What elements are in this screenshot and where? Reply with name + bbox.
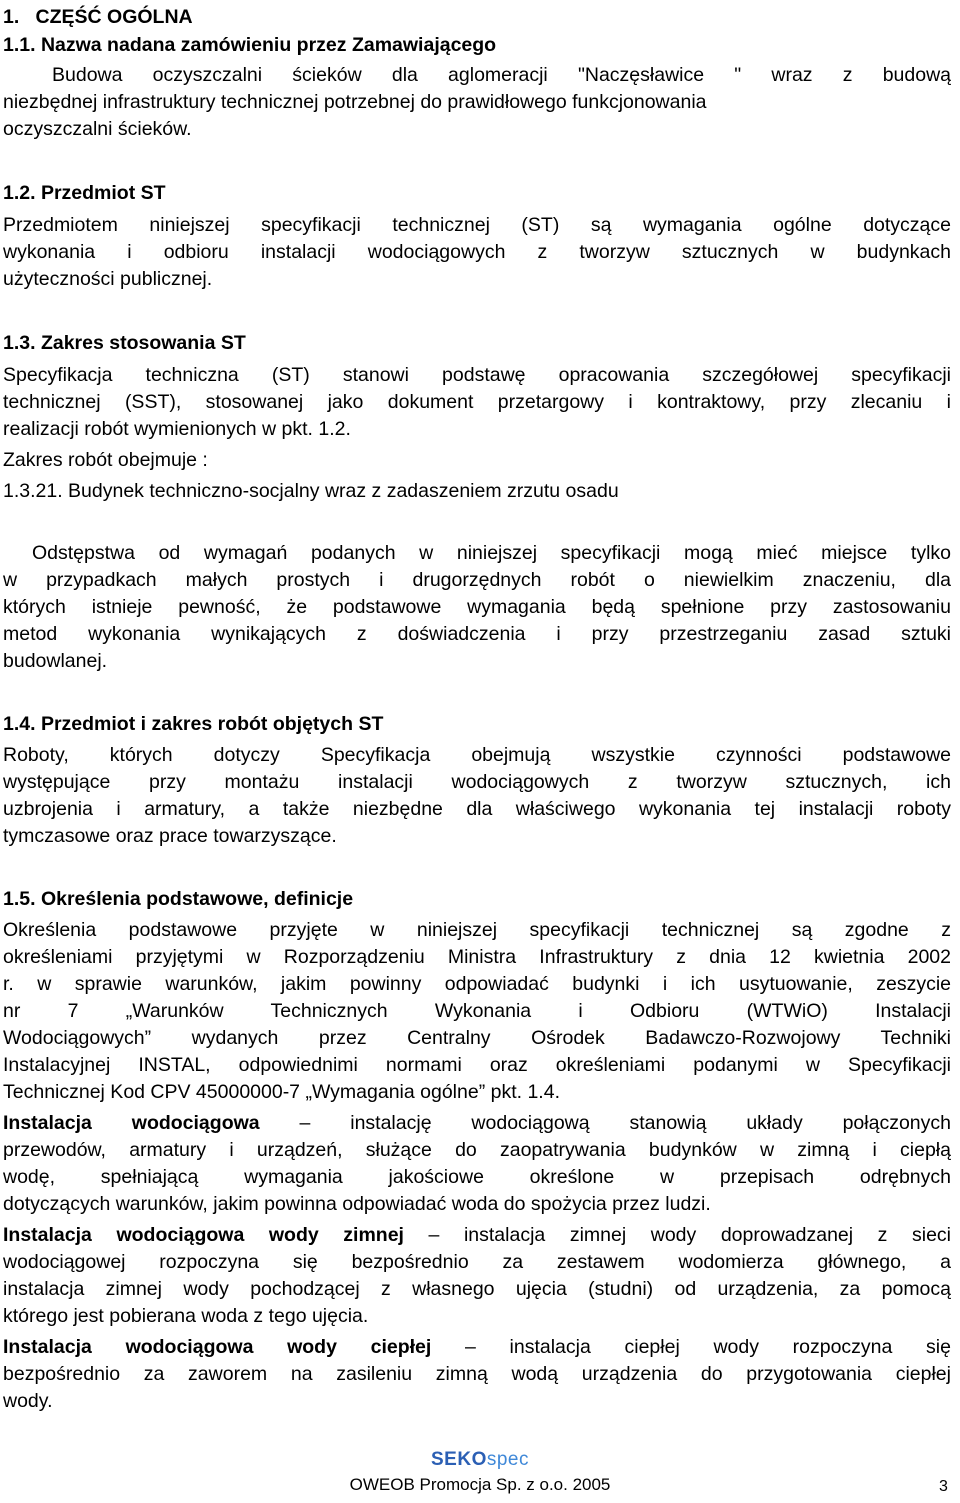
paragraph-line: niezbędnej infrastruktury technicznej potrzebnej do prawidłowego funkcjonowania: [3, 91, 707, 113]
section-1-2-heading: [3, 180, 951, 207]
chapter-number: 1.: [3, 6, 20, 28]
definition-term: Instalacja wodociągowa wody zimnej: [3, 1224, 404, 1246]
definition-line: [3, 1334, 951, 1361]
paragraph-line: oczyszczalni ścieków.: [3, 118, 192, 140]
paragraph-line: występujące przy montażu instalacji wodociągowych z tworzyw sztucznych, ich: [3, 771, 951, 793]
paragraph-line: technicznej (SST), stosowanej jako dokument przetargowy i kontraktowy, przy zlecaniu i: [3, 391, 951, 413]
paragraph-line: dotyczących warunków, jakim powinna odpowiadać woda do spożycia przez ludzi.: [3, 1193, 711, 1215]
paragraph-line: wodociągowej rozpoczyna się bezpośrednio za zestawem wodomierza głównego, a: [3, 1251, 951, 1273]
scope-label: Zakres robót obejmuje :: [3, 449, 208, 471]
paragraph-line: nr 7 „Warunków Technicznych Wykonania i Odbioru (WTWiO) Instalacji: [3, 1000, 951, 1022]
paragraph-line: Instalacyjnej INSTAL, odpowiednimi normami oraz określeniami podanymi w Specyfikacji: [3, 1054, 951, 1076]
paragraph-line: przewodów, armatury i urządzeń, służące do zaopatrywania budynków w zimną i ciepłą: [3, 1139, 951, 1161]
paragraph-line: realizacji robót wymienionych w pkt. 1.2.: [3, 418, 351, 440]
paragraph-line: wodę, spełniającą wymagania jakościowe określone w przepisach odrębnych: [3, 1166, 951, 1188]
logo-part-spec: spec: [486, 1449, 529, 1470]
definition-text: – instalacja zimnej wody doprowadzanej z sieci: [403, 1224, 951, 1246]
definition-text: – instalację wodociągową stanowią układy połączonych: [259, 1112, 951, 1134]
definition-text: – instalacja ciepłej wody rozpoczyna się: [431, 1336, 951, 1358]
scope-item: 1.3.21. Budynek techniczno-socjalny wraz z zadaszeniem zrzutu osadu: [3, 480, 619, 502]
paragraph-line: Technicznej Kod CPV 45000000-7 „Wymagania ogólne” pkt. 1.4.: [3, 1081, 560, 1103]
section-number: 1.1.: [3, 34, 36, 56]
paragraph-line: tymczasowe oraz prace towarzyszące.: [3, 825, 337, 847]
paragraph-line: uzbrojenia i armatury, a także niezbędne dla właściwego wykonania tej instalacji roboty: [3, 798, 951, 820]
paragraph-line: wody.: [3, 1390, 53, 1412]
footer-logo: [0, 1449, 960, 1471]
paragraph-line: metod wykonania wynikających z doświadczenia i przy przestrzeganiu zasad sztuki: [3, 623, 951, 645]
paragraph-line: Przedmiotem niniejszej specyfikacji technicznej (ST) są wymagania ogólne dotyczące: [3, 214, 951, 236]
paragraph-line: którego jest pobierana woda z tego ujęcia.: [3, 1305, 369, 1327]
section-title: Zakres stosowania ST: [40, 332, 246, 354]
section-number: 1.4.: [3, 713, 36, 735]
definition-line: [3, 1110, 951, 1137]
section-1-4-heading: [3, 711, 951, 738]
section-title: Przedmiot ST: [40, 182, 166, 204]
paragraph-line: których istnieje pewność, że podstawowe wymagania będą spełnione przy zastosowaniu: [3, 596, 951, 618]
paragraph-line: budowlanej.: [3, 650, 108, 672]
definition-term: Instalacja wodociągowa: [3, 1112, 260, 1134]
section-number: 1.5.: [3, 888, 36, 910]
definition-term: Instalacja wodociągowa wody ciepłej: [3, 1336, 432, 1358]
paragraph-line: użyteczności publicznej.: [3, 268, 213, 290]
paragraph-line: instalacja zimnej wody pochodzącej z własnego ujęcia (studni) od urządzenia, za pomocą: [3, 1278, 951, 1300]
section-title: Nazwa nadana zamówieniu przez Zamawiającego: [40, 34, 497, 56]
paragraph-line: bezpośrednio za zaworem na zasileniu zimną wodą urządzenia do przygotowania ciepłej: [3, 1363, 951, 1385]
section-1-3-heading: [3, 330, 951, 357]
paragraph-line: r. w sprawie warunków, jakim powinny odpowiadać budynki i ich usytuowanie, zeszycie: [3, 973, 951, 995]
paragraph-line: Określenia podstawowe przyjęte w niniejszej specyfikacji technicznej są zgodne z: [3, 919, 951, 941]
logo-part-seko: SEKO: [431, 1449, 487, 1470]
paragraph-line: Roboty, których dotyczy Specyfikacja obejmują wszystkie czynności podstawowe: [3, 744, 951, 766]
footer-text: OWEOB Promocja Sp. z o.o. 2005: [349, 1475, 611, 1494]
paragraph-line: określeniami przyjętymi w Rozporządzeniu Ministra Infrastruktury z dnia 12 kwietnia 2002: [3, 946, 951, 968]
section-title: Przedmiot i zakres robót objętych ST: [40, 713, 384, 735]
section-number: 1.3.: [3, 332, 36, 354]
page-number: 3: [939, 1478, 948, 1495]
section-title: Określenia podstawowe, definicje: [40, 888, 354, 910]
section-number: 1.2.: [3, 182, 36, 204]
chapter-title: CZĘŚĆ OGÓLNA: [35, 6, 193, 28]
paragraph-line: Specyfikacja techniczna (ST) stanowi podstawę opracowania szczegółowej specyfikacji: [3, 364, 951, 386]
definition-line: [3, 1222, 951, 1249]
paragraph-line: Budowa oczyszczalni ścieków dla aglomeracji "Naczęsławice " wraz z budową: [52, 64, 951, 86]
paragraph-line: Wodociągowych” wydanych przez Centralny Ośrodek Badawczo-Rozwojowy Techniki: [3, 1027, 951, 1049]
paragraph-line: Odstępstwa od wymagań podanych w niniejszej specyfikacji mogą mieć miejsce tylko: [32, 542, 951, 564]
section-1-1-heading: [3, 32, 951, 59]
paragraph-line: w przypadkach małych prostych i drugorzędnych robót o niewielkim znaczeniu, dla: [3, 569, 951, 591]
section-1-5-heading: [3, 886, 951, 913]
paragraph-line: wykonania i odbioru instalacji wodociągowych z tworzyw sztucznych w budynkach: [3, 241, 951, 263]
chapter-heading: [3, 4, 951, 31]
